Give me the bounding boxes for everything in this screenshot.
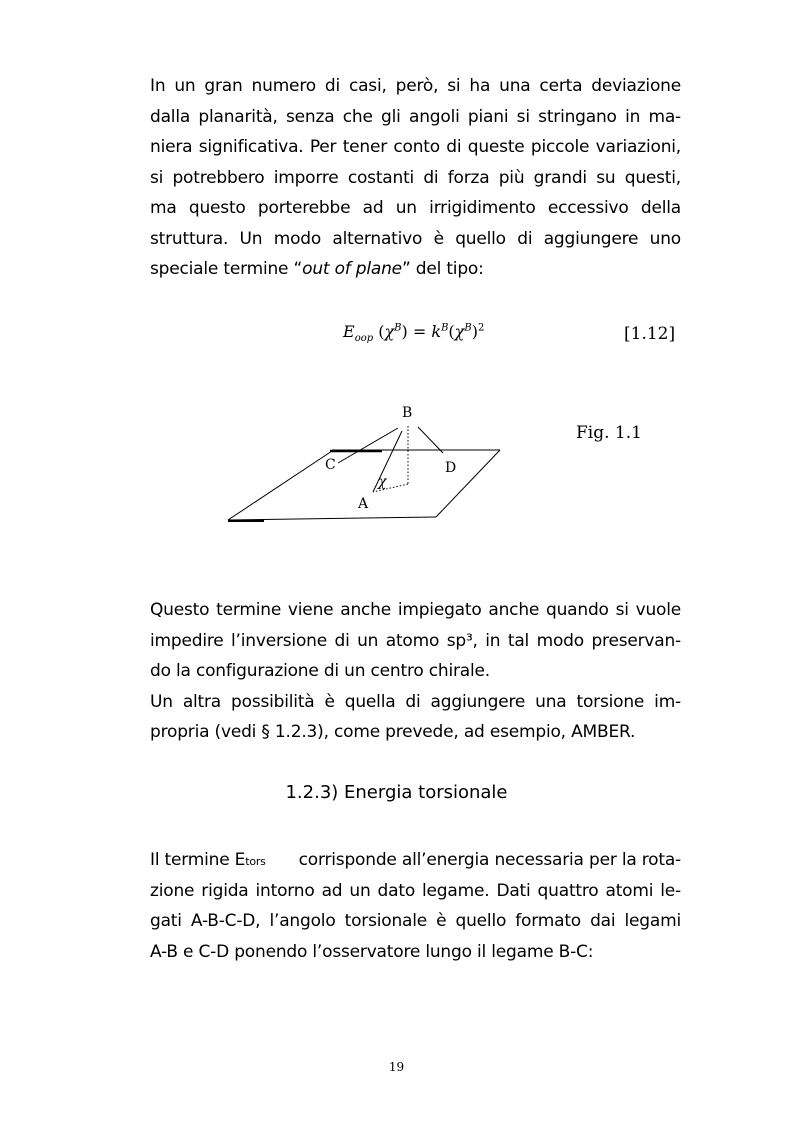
eq-subscript-oop: oop <box>354 333 374 345</box>
text-fragment: corrisponde all’energia necessaria per la rota- <box>298 850 681 870</box>
equation-number: [1.12] <box>624 324 676 344</box>
text-line: niera significativa. Per tener conto di queste piccole variazioni, <box>150 137 681 157</box>
text-fragment: Il termine E <box>150 850 246 870</box>
eq-symbol-k: k <box>431 322 442 341</box>
page-number: 19 <box>388 1060 405 1074</box>
text-line: dalla planarità, senza che gli angoli piani si stringano in ma- <box>150 106 681 127</box>
text-fragment: speciale termine “ <box>150 259 303 279</box>
eq-superscript-b: B <box>464 322 472 334</box>
text-line: Questo termine viene anche impiegato anche quando si vuole <box>150 600 681 620</box>
text-fragment <box>150 845 266 876</box>
atom-label-c: C <box>325 457 336 473</box>
text-line: struttura. Un modo alternativo è quello di aggiungere uno <box>150 228 681 249</box>
text-line: impedire l’inversione di un atomo sp³, in tal modo preservan- <box>150 630 681 651</box>
eq-exponent: 2 <box>477 322 485 334</box>
equation-1-12: $E_{oop}$ $(\chi^B) = k^B(\chi^B)^2$ <box>343 322 485 345</box>
eq-superscript-b: B <box>394 322 402 334</box>
text-line: do la configurazione di un centro chirale. <box>150 661 491 681</box>
text-line: ma questo porterebbe ad un irrigidimento eccessivo della <box>150 198 681 218</box>
paragraph-out-of-plane-intro <box>150 71 681 285</box>
text-line: Un altra possibilità è quella di aggiungere una torsione im- <box>150 691 681 712</box>
figure-caption: Fig. 1.1 <box>576 423 642 443</box>
bond-b-d <box>418 427 443 453</box>
text-line: zione rigida intorno ad un dato legame. Dati quattro atomi le- <box>150 880 681 901</box>
text-fragment: ” del tipo: <box>401 259 484 279</box>
subscript-tors: tors <box>245 855 266 868</box>
text-line: gati A-B-C-D, l’angolo torsionale è quello formato dai legami <box>150 911 681 931</box>
plane-edge-bottom <box>228 517 436 520</box>
eq-symbol-chi: χ <box>454 322 465 341</box>
text-line: si potrebbero imporre costanti di forza più grandi su questi, <box>150 167 681 188</box>
atom-label-a: A <box>358 496 369 512</box>
text-line: A-B e C-D ponendo l’osservatore lungo il legame B-C: <box>150 941 594 962</box>
paragraph-torsional-energy <box>150 845 681 967</box>
plane-edge-left <box>228 451 332 520</box>
italic-term: out of plane <box>302 259 402 279</box>
text-line: propria (vedi § 1.2.3), come prevede, ad esempio, AMBER. <box>150 722 636 742</box>
angle-label-chi: χ <box>378 474 387 490</box>
atom-label-d: D <box>445 460 457 476</box>
eq-equals: = <box>412 322 427 341</box>
section-heading: 1.2.3) Energia torsionale <box>285 782 508 803</box>
atom-label-b: B <box>402 405 413 421</box>
paragraph-sp3-inversion <box>150 595 681 748</box>
text-line <box>150 845 681 876</box>
figure-out-of-plane-diagram <box>220 400 510 530</box>
eq-symbol-e: E <box>343 322 355 341</box>
eq-symbol-chi: χ <box>384 322 395 341</box>
eq-superscript-b: B <box>441 322 449 334</box>
text-line: In un gran numero di casi, però, si ha una certa deviazione <box>150 76 681 96</box>
text-line <box>150 254 681 285</box>
